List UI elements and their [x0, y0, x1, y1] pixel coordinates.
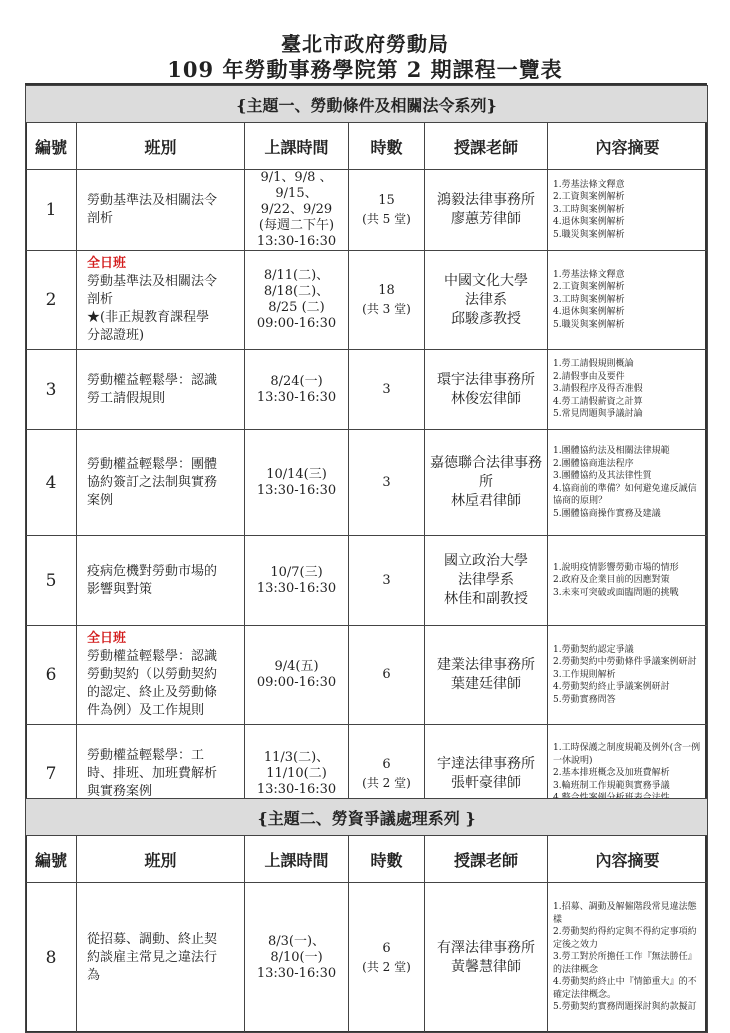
summary-item: 4.勞動契約終止爭議案例研討 [553, 682, 670, 693]
course-table-2 [25, 798, 708, 1033]
summary-cell [548, 626, 708, 725]
summary-item: 1.勞基法條文釋意 [553, 269, 625, 280]
header-hours: 時數 [349, 836, 425, 883]
table-row [26, 883, 708, 1033]
class-name-line: ★(非正規教育課程學 [87, 310, 210, 325]
summary-item: 5.勞動契約實務問題探討與約款擬訂 [553, 1002, 697, 1013]
schedule-line: 8/11(二)、 [263, 268, 330, 283]
class-name-line: 從招募、調動、終止契 [87, 931, 218, 947]
schedule-line: 8/3(一)、 [267, 933, 326, 949]
teacher-cell [425, 536, 548, 626]
table-row [26, 626, 708, 725]
class-name-line: 勞動契約（以勞動契約 [87, 667, 218, 682]
table-row [26, 350, 708, 430]
hours-cell [349, 536, 425, 626]
schedule-line: 11/3(二)、 [263, 749, 330, 765]
hours-note: (共 2 堂) [362, 775, 411, 790]
summary-item: 1.勞動契約認定爭議 [553, 644, 634, 655]
hours-cell [349, 350, 425, 430]
schedule-line: (每週二下午) [258, 218, 335, 233]
summary-item: 2.勞動契約中勞動條件爭議案例研討 [553, 657, 697, 668]
summary-item: 5.職災與案例解析 [553, 319, 625, 330]
document-subtitle: 109 年勞動事務學院第 2 期課程一覽表 [167, 57, 563, 82]
schedule-line: 9/22、9/29 [260, 202, 333, 217]
teacher-cell [425, 251, 548, 350]
summary-item: 1.團體協約法及相關法律規範 [553, 446, 670, 456]
class-name-line: 時、排班、加班費解析 [87, 765, 218, 781]
hours-cell [349, 626, 425, 725]
schedule-line: 9/4(五) [274, 659, 319, 674]
teacher-line: 建業法律事務所 [437, 657, 535, 673]
teacher-line: 法律系 [465, 291, 507, 308]
header-class: 班別 [77, 123, 245, 170]
summary-item: 2.工資與案例解析 [553, 282, 625, 293]
schedule-line: 8/25 (二) [268, 300, 325, 315]
schedule-cell [245, 350, 349, 430]
class-name-cell [77, 536, 245, 626]
teacher-line: 所 [479, 474, 493, 490]
header-number: 編號 [26, 836, 77, 883]
summary-item: 4.退休與案例解析 [553, 307, 625, 318]
class-name-line: 件為例）及工作規則 [87, 703, 205, 718]
summary-item: 4.退休與案例解析 [553, 217, 625, 228]
summary-item: 1.工時保護之制度規範及例外(含一例一休說明) [553, 743, 701, 766]
class-name-line: 案例 [87, 492, 114, 508]
class-name-line: 疫病危機對勞動市場的 [87, 563, 218, 579]
class-name-line: 為 [87, 967, 101, 983]
summary-cell [548, 883, 708, 1033]
hours-value: 15 [378, 193, 395, 208]
class-name-line: 勞動權益輕鬆學：團體 [87, 456, 218, 472]
summary-item: 5.職災與案例解析 [553, 229, 625, 240]
header-teacher: 授課老師 [425, 123, 548, 170]
hours-note: (共 5 堂) [362, 212, 411, 226]
schedule-cell [245, 536, 349, 626]
summary-item: 1.說明疫情影響勞動市場的情形 [553, 562, 679, 573]
teacher-line: 黃馨慧律師 [451, 958, 521, 975]
summary-item: 4.協商前的準備？如何避免違反誠信協商的原則？ [553, 483, 697, 506]
table-header-row [26, 123, 708, 170]
summary-item: 5.勞動實務問答 [553, 694, 616, 705]
hours-cell [349, 883, 425, 1033]
summary-item: 3.輪班制工作規範與實務爭議 [553, 780, 670, 791]
teacher-line: 林垕君律師 [451, 493, 521, 509]
summary-item: 2.基本排班概念及加班費解析 [553, 768, 670, 779]
teacher-line: 環宇法律事務所 [437, 371, 535, 388]
class-name-line: 勞動權益輕鬆學：認識 [87, 649, 218, 664]
teacher-line: 宇達法律事務所 [437, 755, 535, 772]
section-header-1: {主題一、勞動條件及相關法令系列} [26, 86, 708, 123]
schedule-line: 9/15、 [275, 186, 318, 201]
schedule-cell [245, 430, 349, 536]
hours-note: (共 3 堂) [362, 302, 411, 316]
teacher-line: 張軒豪律師 [451, 774, 521, 791]
hours-value: 18 [378, 283, 395, 298]
hours-value: 6 [382, 756, 391, 772]
row-number: 2 [26, 251, 77, 350]
row-number: 3 [26, 350, 77, 430]
hours-value: 3 [382, 474, 391, 490]
summary-item: 2.工資與案例解析 [553, 192, 625, 203]
class-name-line: 約談雇主常見之違法行 [87, 949, 218, 965]
header-hours: 時數 [349, 123, 425, 170]
row-number: 5 [26, 536, 77, 626]
teacher-line: 鴻毅法律事務所 [437, 192, 535, 208]
class-name-line: 剖析 [87, 292, 114, 307]
full-day-tag: 全日班 [87, 256, 127, 271]
row-number: 7 [26, 725, 77, 823]
table-row [26, 536, 708, 626]
table-row [26, 251, 708, 350]
class-name-line: 協約簽訂之法制與實務 [87, 474, 218, 490]
summary-item: 1.招募、調動及解僱階段常見違法態樣 [553, 902, 697, 925]
schedule-line: 10/14(三) [266, 466, 327, 482]
schedule-line: 8/24(一) [270, 373, 323, 389]
schedule-line: 13:30-16:30 [256, 234, 337, 249]
teacher-line: 林俊宏律師 [451, 390, 521, 407]
schedule-line: 13:30-16:30 [256, 965, 337, 981]
table-row [26, 430, 708, 536]
class-name-line: 勞動權益輕鬆學：認識 [87, 372, 218, 388]
class-name-line: 的認定、終止及勞動條 [87, 685, 218, 700]
class-name-cell [77, 170, 245, 251]
hours-cell [349, 170, 425, 251]
course-table-1 [25, 85, 708, 823]
schedule-cell [245, 251, 349, 350]
class-name-cell [77, 251, 245, 350]
summary-item: 5.團體協商操作實務及建議 [553, 508, 661, 519]
teacher-line: 國立政治大學 [444, 553, 528, 569]
summary-item: 5.常見問題與爭議討論 [553, 409, 643, 420]
hours-value: 3 [382, 381, 391, 397]
row-number: 4 [26, 430, 77, 536]
section-header-2: {主題二、勞資爭議處理系列 } [26, 799, 708, 836]
teacher-cell [425, 626, 548, 725]
teacher-cell [425, 430, 548, 536]
class-name-cell [77, 350, 245, 430]
summary-item: 2.團體協商進法程序 [553, 458, 634, 469]
summary-item: 1.勞基法條文釋意 [553, 179, 625, 190]
summary-item: 3.未來可突破或面臨問題的挑戰 [553, 587, 679, 598]
schedule-line: 11/10(二) [266, 765, 327, 781]
schedule-cell [245, 626, 349, 725]
hours-value: 3 [382, 572, 391, 588]
header-teacher: 授課老師 [425, 836, 548, 883]
class-name-cell [77, 883, 245, 1033]
header-class: 班別 [77, 836, 245, 883]
summary-cell [548, 350, 708, 430]
summary-item: 3.勞工對於所擔任工作『無法勝任』的法律概念 [553, 952, 697, 975]
header-summary: 內容摘要 [548, 836, 708, 883]
document-title: 臺北市政府勞動局 [281, 32, 449, 56]
summary-item: 3.工時與案例解析 [553, 294, 625, 305]
class-name-cell [77, 430, 245, 536]
schedule-line: 8/18(二)、 [263, 284, 330, 299]
summary-item: 3.工時與案例解析 [553, 204, 625, 215]
class-name-line: 勞工請假規則 [87, 390, 166, 406]
class-name-line: 勞動基準法及相關法令 [87, 193, 218, 208]
schedule-line: 13:30-16:30 [256, 781, 337, 797]
summary-item: 4.勞動契約終止中『情節重大』的不確定法律概念。 [553, 977, 697, 1000]
summary-item: 1.勞工請假規則概論 [553, 359, 634, 370]
schedule-cell [245, 883, 349, 1033]
header-time: 上課時間 [245, 123, 349, 170]
class-name-line: 與實務案例 [87, 783, 153, 799]
teacher-line: 葉建廷律師 [451, 676, 521, 692]
summary-item: 3.工作規則解析 [553, 669, 616, 680]
schedule-line: 10/7(三) [270, 564, 323, 580]
teacher-line: 法律學系 [458, 572, 514, 588]
teacher-line: 邱駿彥教授 [451, 310, 521, 327]
schedule-line: 9/1、9/8 、 [260, 170, 333, 185]
class-name-line: 剖析 [87, 211, 114, 226]
teacher-cell [425, 883, 548, 1033]
summary-cell [548, 170, 708, 251]
class-name-line: 分認證班) [87, 328, 145, 343]
summary-item: 2.政府及企業目前的因應對策 [553, 575, 670, 586]
class-name-line: 勞動基準法及相關法令 [87, 274, 218, 289]
teacher-line: 有澤法律事務所 [437, 939, 535, 956]
summary-item: 2.勞動契約得約定與不得約定事項約定後之效力 [553, 927, 697, 950]
class-name-cell [77, 626, 245, 725]
teacher-line: 林佳和副教授 [444, 591, 528, 607]
schedule-line: 13:30-16:30 [256, 389, 337, 405]
summary-item: 3.團體協約及其法律性質 [553, 471, 652, 481]
header-time: 上課時間 [245, 836, 349, 883]
summary-cell [548, 536, 708, 626]
hours-value: 6 [382, 940, 391, 956]
schedule-line: 13:30-16:30 [256, 482, 337, 498]
class-name-line: 勞動權益輕鬆學：工 [87, 747, 205, 763]
row-number: 1 [26, 170, 77, 251]
hours-value: 6 [382, 667, 391, 682]
teacher-cell [425, 350, 548, 430]
class-name-line: 影響與對策 [87, 581, 153, 597]
full-day-tag: 全日班 [87, 631, 127, 646]
header-summary: 內容摘要 [548, 123, 708, 170]
summary-item: 3.請假程序及得否准假 [553, 384, 643, 395]
header-number: 編號 [26, 123, 77, 170]
table-header-row [26, 836, 708, 883]
hours-note: (共 2 堂) [362, 959, 411, 974]
teacher-line: 廖蕙芳律師 [451, 211, 521, 227]
row-number: 8 [26, 883, 77, 1033]
schedule-line: 09:00-16:30 [256, 675, 337, 690]
teacher-line: 中國文化大學 [444, 272, 528, 289]
summary-item: 2.請假事由及要件 [553, 371, 625, 382]
summary-cell [548, 430, 708, 536]
table-row [26, 170, 708, 251]
schedule-line: 09:00-16:30 [256, 316, 337, 331]
teacher-cell [425, 170, 548, 251]
row-number: 6 [26, 626, 77, 725]
summary-item: 4.勞工請假薪資之計算 [553, 396, 643, 407]
hours-cell [349, 430, 425, 536]
schedule-line: 8/10(一) [270, 949, 323, 965]
summary-cell [548, 251, 708, 350]
teacher-line: 嘉德聯合法律事務 [430, 455, 542, 471]
schedule-cell [245, 170, 349, 251]
schedule-line: 13:30-16:30 [256, 580, 337, 596]
hours-cell [349, 251, 425, 350]
